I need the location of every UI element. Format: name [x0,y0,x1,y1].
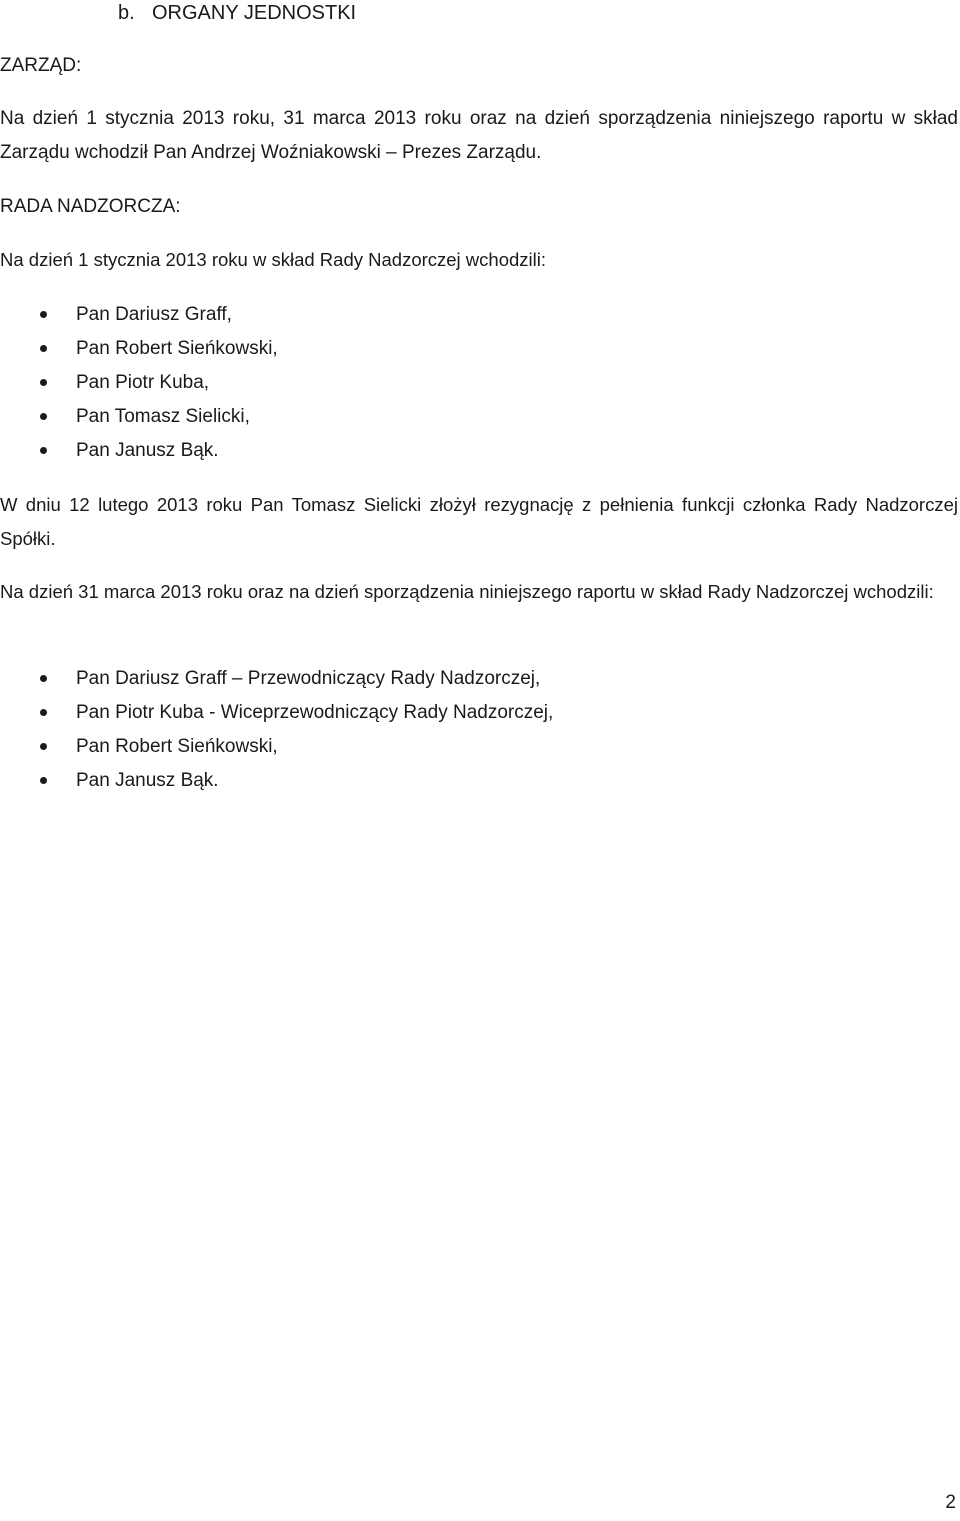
section-letter: b. [118,2,135,24]
section-heading [118,0,356,26]
member-name: Pan Dariusz Graff, [76,304,232,325]
list-item [0,662,553,696]
current-intro-paragraph: Na dzień 31 marca 2013 roku oraz na dzień sporządzenia niniejszego raportu w skład Rady Nadzorczej wchodzili: [0,581,934,602]
member-name: Pan Robert Sieńkowski, [76,736,278,757]
bullet-icon [40,413,47,420]
resignation-paragraph: W dniu 12 lutego 2013 roku Pan Tomasz Sielicki złożył rezygnację z pełnienia funkcji członka Rady Nadzorczej Spółki. [0,494,958,549]
bullet-icon [40,675,47,682]
zarzad-label: ZARZĄD: [0,55,82,76]
rada-label: RADA NADZORCZA: [0,196,181,217]
bullet-icon [40,743,47,750]
member-name: Pan Dariusz Graff – Przewodniczący Rady Nadzorczej, [76,668,541,689]
bullet-icon [40,447,47,454]
rada-intro: Na dzień 1 stycznia 2013 roku w skład Rady Nadzorczej wchodzili: [0,249,547,270]
list-item [0,366,278,400]
member-name: Pan Janusz Bąk. [76,770,219,791]
member-name: Pan Janusz Bąk. [76,440,219,461]
list-item [0,764,553,798]
bullet-icon [40,345,47,352]
list-item [0,400,278,434]
member-name: Pan Tomasz Sielicki, [76,406,250,427]
list-item [0,434,278,468]
list-item [0,298,278,332]
section-title: ORGANY JEDNOSTKI [152,2,357,24]
bullet-icon [40,379,47,386]
page-number: 2 [945,1492,956,1513]
bullet-icon [40,709,47,716]
initial-members-list [0,298,278,468]
member-name: Pan Piotr Kuba - Wiceprzewodniczący Rady Nadzorczej, [76,702,554,723]
zarzad-paragraph: Na dzień 1 stycznia 2013 roku, 31 marca 2013 roku oraz na dzień sporządzenia niniejszego raportu w skład Zarządu wchodził Pan Andrzej Woźniakowski – Prezes Zarządu. [0,108,958,163]
bullet-icon [40,311,47,318]
member-name: Pan Piotr Kuba, [76,372,210,393]
current-members-list [0,662,553,798]
bullet-icon [40,777,47,784]
list-item [0,332,278,366]
member-name: Pan Robert Sieńkowski, [76,338,278,359]
list-item [0,730,553,764]
list-item [0,696,553,730]
